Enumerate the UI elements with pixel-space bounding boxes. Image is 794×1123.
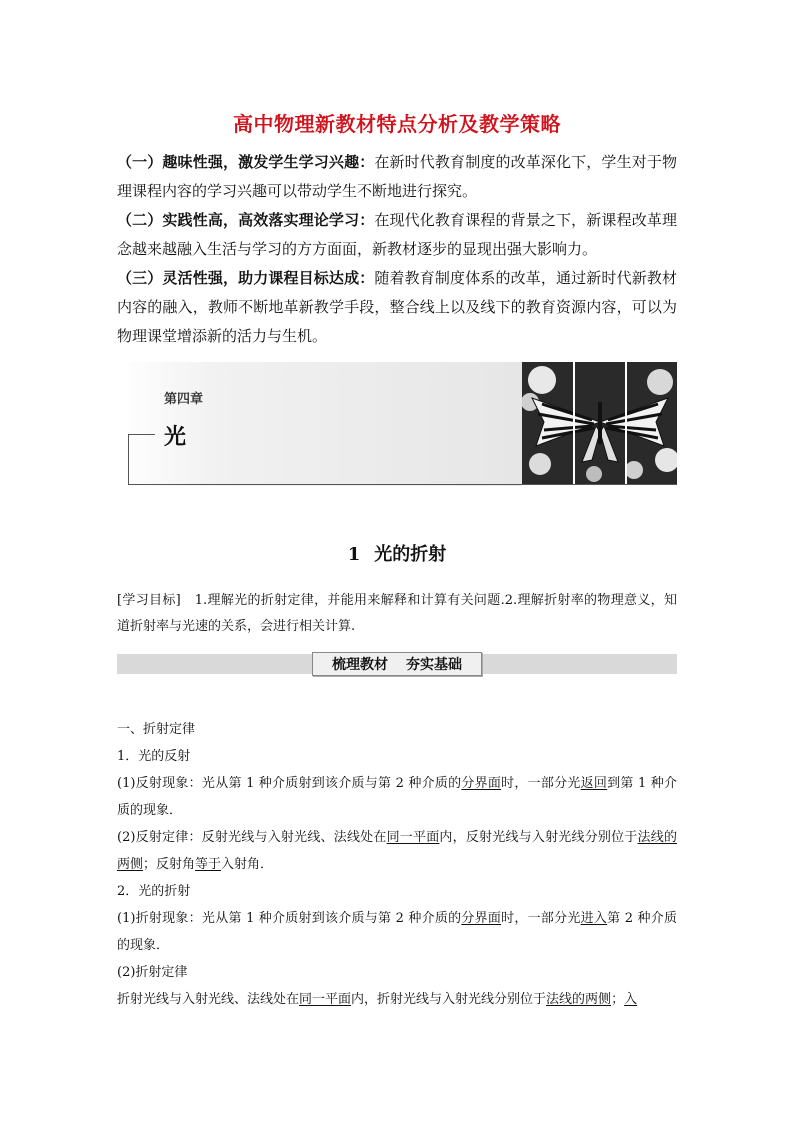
content-body: [117, 716, 677, 1013]
butterfly-photo: [522, 362, 677, 484]
section-heading-right: 夯实基础: [406, 657, 462, 673]
chapter-banner: [117, 362, 677, 496]
goals-text: 1.理解光的折射定律，并能用来解释和计算有关问题.2.理解折射率的物理意义，知道折射率与光速的关系，会进行相关计算.: [117, 593, 677, 634]
intro-label-1: （一）趣味性强，激发学生学习兴趣：: [117, 153, 375, 171]
subheading-reflection: 1．光的反射: [117, 749, 191, 764]
subheading-refraction-law: (2)折射定律: [117, 965, 188, 980]
paragraph-reflection-phenomenon: (1)反射现象：光从第 1 种介质射到该介质与第 2 种介质的分界面时，一部分光返回到第 1 种介质的现象．: [117, 776, 677, 818]
intro-text-3: 随着教育制度体系的改革，通过新时代新教材内容的融入，教师不断地革新教学手段，整合线上以及线下的教育资源内容，可以为物理课堂增添新的活力与生机。: [117, 269, 677, 345]
banner-edge: [117, 362, 128, 486]
lesson-title: [0, 540, 794, 566]
paragraph-reflection-law: (2)反射定律：反射光线与入射光线、法线处在同一平面内，反射光线与入射光线分别位于法线的两侧；反射角等于入射角．: [117, 830, 677, 872]
intro-paragraph-3: [117, 264, 677, 351]
heading-refraction-law: 一、折射定律: [117, 722, 196, 737]
banner-bracket-side: [128, 434, 129, 484]
paragraph-refraction-law: 折射光线与入射光线、法线处在同一平面内，折射光线与入射光线分别位于法线的两侧；入: [117, 992, 638, 1007]
intro-label-3: （三）灵活性强，助力课程目标达成：: [117, 269, 375, 287]
lesson-number: 1: [347, 544, 361, 565]
paragraph-refraction-phenomenon: (1)折射现象：光从第 1 种介质射到该介质与第 2 种介质的分界面时，一部分光进入第 2 种介质的现象．: [117, 911, 677, 953]
intro-section: [117, 148, 677, 351]
intro-text-2: 在现代化教育课程的背景之下，新课程改革理念越来越融入生活与学习的方方面面，新教材逐步的显现出强大影响力。: [117, 211, 677, 258]
chapter-number: 第四章: [164, 392, 204, 407]
intro-paragraph-1: [117, 148, 677, 206]
goals-tag: [学习目标]: [117, 593, 181, 608]
learning-goals: [117, 588, 677, 640]
subheading-refraction: 2．光的折射: [117, 884, 191, 899]
document-title: 高中物理新教材特点分析及教学策略: [233, 112, 561, 136]
banner-bracket-bottom: [128, 484, 677, 485]
banner-bracket-top: [129, 434, 155, 435]
intro-text-1: 在新时代教育制度的改革深化下，学生对于物理课程内容的学习兴趣可以带动学生不断地进行探究。: [117, 153, 677, 200]
section-heading: [312, 652, 482, 676]
intro-label-2: （二）实践性高，高效落实理论学习：: [117, 211, 375, 229]
lesson-name: 光的折射: [374, 544, 447, 565]
intro-paragraph-2: [117, 206, 677, 264]
chapter-title: 光: [164, 425, 187, 450]
section-heading-left: 梳理教材: [332, 657, 388, 673]
